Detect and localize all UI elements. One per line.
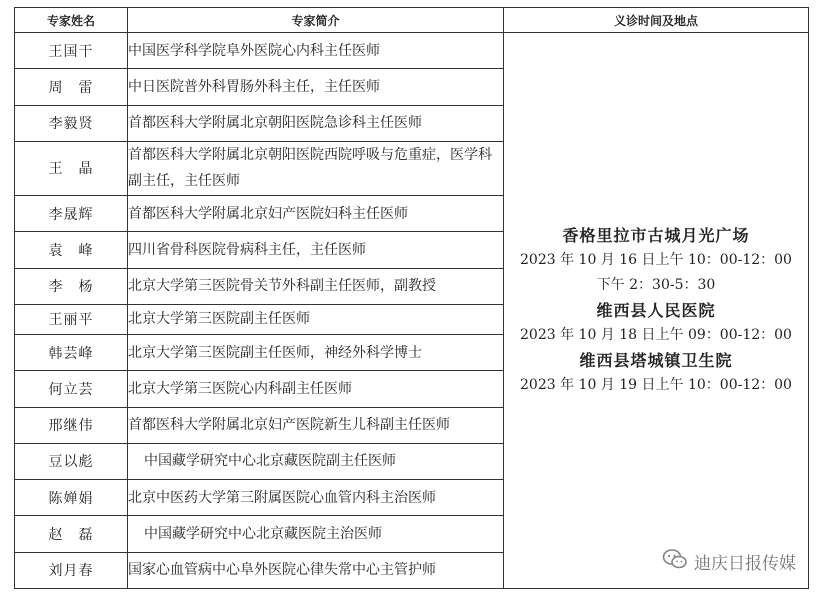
expert-name: 赵 磊 [15, 516, 128, 552]
header-name: 专家姓名 [15, 8, 128, 33]
expert-name: 何立芸 [15, 371, 128, 407]
expert-bio: 首都医科大学附属北京妇产医院新生儿科副主任医师 [128, 407, 504, 443]
time-1b: 下午 2：30-5：30 [596, 277, 716, 293]
time-2: 2023 年 10 月 18 日上午 09：00-12：00 [520, 327, 792, 343]
expert-bio: 北京大学第三医院副主任医师，神经外科学博士 [128, 335, 504, 371]
expert-bio: 中国藏学研究中心北京藏医院主治医师 [128, 516, 504, 552]
expert-bio: 国家心血管病中心阜外医院心律失常中心主管护师 [128, 552, 504, 588]
time-1a: 2023 年 10 月 16 日上午 10：00-12：00 [520, 252, 792, 268]
watermark-text: 迪庆日报传媒 [694, 554, 796, 574]
location-3: 维西县塔城镇卫生院 [579, 351, 733, 370]
expert-bio: 北京中医药大学第三附属医院心血管内科主治医师 [128, 480, 504, 516]
expert-bio: 中国医学科学院阜外医院心内科主任医师 [128, 33, 504, 69]
expert-name: 袁 峰 [15, 232, 128, 268]
header-bio: 专家简介 [128, 8, 504, 33]
schedule-cell [504, 33, 809, 589]
expert-bio: 四川省骨科医院骨病科主任，主任医师 [128, 232, 504, 268]
expert-name: 李晟辉 [15, 196, 128, 232]
table-header-row [15, 8, 809, 33]
expert-name: 刘月春 [15, 552, 128, 588]
watermark [662, 548, 796, 575]
location-1: 香格里拉市古城月光广场 [562, 226, 750, 245]
expert-name: 豆以彪 [15, 443, 128, 479]
expert-name: 陈婵娟 [15, 480, 128, 516]
expert-name: 周 雷 [15, 69, 128, 105]
header-schedule: 义诊时间及地点 [504, 8, 809, 33]
location-2: 维西县人民医院 [596, 301, 716, 320]
expert-name: 邢继伟 [15, 407, 128, 443]
expert-bio: 中国藏学研究中心北京藏医院副主任医师 [128, 443, 504, 479]
expert-bio: 北京大学第三医院骨关节外科副主任医师，副教授 [128, 268, 504, 304]
expert-name: 韩芸峰 [15, 335, 128, 371]
expert-name: 王国干 [15, 33, 128, 69]
expert-bio: 北京大学第三医院副主任医师 [128, 304, 504, 334]
expert-bio: 首都医科大学附属北京朝阳医院急诊科主任医师 [128, 105, 504, 141]
wechat-icon [662, 548, 688, 575]
expert-name: 王丽平 [15, 304, 128, 334]
expert-schedule-table [14, 7, 809, 589]
expert-bio: 首都医科大学附属北京妇产医院妇科主任医师 [128, 196, 504, 232]
table-row [15, 33, 809, 69]
expert-name: 李 杨 [15, 268, 128, 304]
time-3: 2023 年 10 月 19 日上午 10：00-12：00 [520, 377, 792, 393]
expert-bio: 北京大学第三医院心内科副主任医师 [128, 371, 504, 407]
expert-bio: 首都医科大学附属北京朝阳医院西院呼吸与危重症，医学科副主任，主任医师 [128, 141, 504, 195]
expert-name: 王 晶 [15, 141, 128, 195]
expert-bio: 中日医院普外科胃肠外科主任，主任医师 [128, 69, 504, 105]
expert-name: 李毅贤 [15, 105, 128, 141]
